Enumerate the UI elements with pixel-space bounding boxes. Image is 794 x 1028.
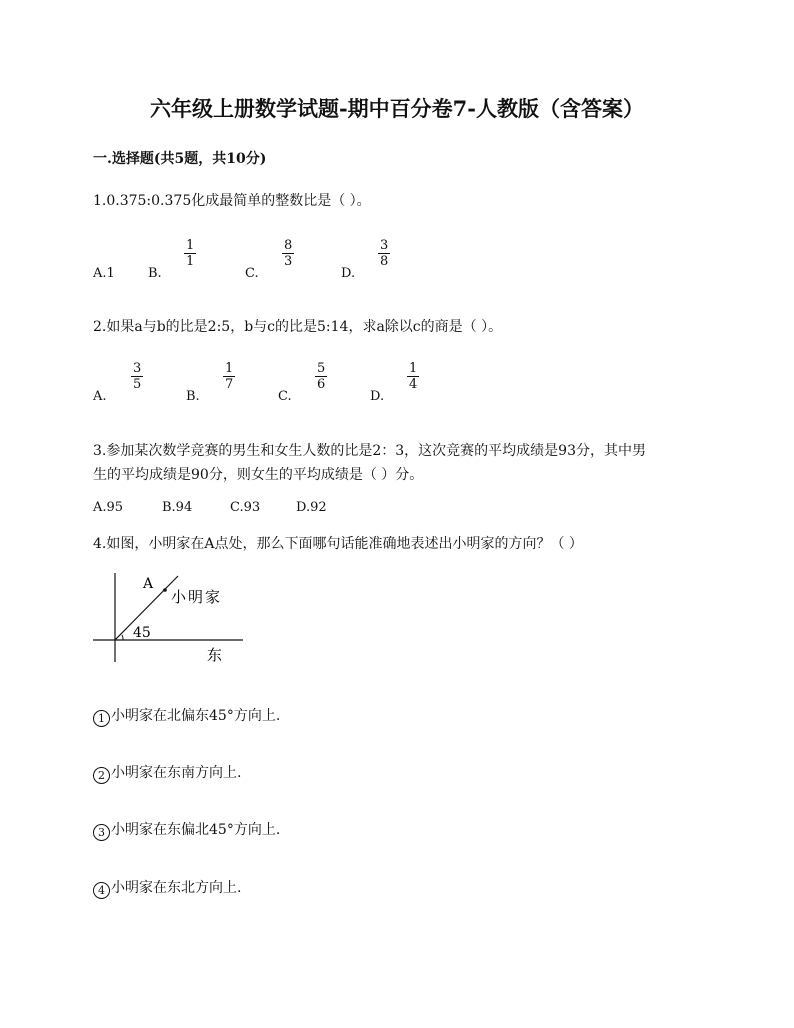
fraction-denominator: 1 xyxy=(186,254,195,269)
circled-number-icon: 4 xyxy=(93,882,110,899)
circled-number-icon: 1 xyxy=(93,710,110,727)
east-label: 东 xyxy=(207,646,223,664)
q1-option-a[interactable]: A.1 xyxy=(93,266,115,281)
q2-option-c-fraction xyxy=(315,361,327,392)
choice-text: 小明家在北偏东45°方向上. xyxy=(111,708,281,724)
fraction-numerator: 1 xyxy=(225,361,234,376)
q2-option-a-label[interactable]: A. xyxy=(93,389,107,404)
q1-option-d-label[interactable]: D. xyxy=(341,266,356,281)
q3-option-a[interactable]: A.95 xyxy=(93,500,124,515)
fraction-numerator: 3 xyxy=(380,238,389,253)
q4-choice-2[interactable] xyxy=(93,762,241,784)
angle-arc xyxy=(122,635,123,640)
question-3-stem-line2: 生的平均成绩是90分，则女生的平均成绩是（ ）分。 xyxy=(93,467,424,483)
point-a-label: A xyxy=(143,576,154,592)
q2-option-b-fraction xyxy=(223,361,235,392)
page-title: 六年级上册数学试题-期中百分卷7-人教版（含答案） xyxy=(149,96,645,121)
fraction-denominator: 7 xyxy=(225,377,234,392)
question-4-stem: 4.如图，小明家在A点处，那么下面哪句话能准确地表述出小明家的方向？（ ） xyxy=(93,536,583,552)
q4-choice-3[interactable] xyxy=(93,819,280,841)
q1-option-c-label[interactable]: C. xyxy=(245,266,259,281)
q3-option-d[interactable]: D.92 xyxy=(296,500,327,515)
choice-text: 小明家在东偏北45°方向上. xyxy=(111,822,281,838)
section-heading: 一.选择题(共5题，共10分) xyxy=(93,151,267,167)
question-1-stem: 1.0.375:0.375化成最简单的整数比是（ ）。 xyxy=(93,193,371,209)
fraction-numerator: 5 xyxy=(317,361,326,376)
point-a-dot xyxy=(163,588,167,592)
angle-label: 45 xyxy=(133,625,151,641)
question-3-stem-line1: 3.参加某次数学竞赛的男生和女生人数的比是2：3，这次竞赛的平均成绩是93分，其中男 xyxy=(93,443,646,459)
q1-option-d-fraction xyxy=(378,238,390,269)
q1-option-b-label[interactable]: B. xyxy=(148,266,162,281)
q2-option-b-label[interactable]: B. xyxy=(186,389,200,404)
choice-text: 小明家在东南方向上. xyxy=(111,765,242,781)
q1-option-c-fraction xyxy=(282,238,294,269)
fraction-denominator: 5 xyxy=(133,377,142,392)
q2-option-c-label[interactable]: C. xyxy=(278,389,292,404)
q3-option-c[interactable]: C.93 xyxy=(230,500,261,515)
fraction-denominator: 3 xyxy=(284,254,293,269)
q3-option-b[interactable]: B.94 xyxy=(162,500,193,515)
fraction-denominator: 6 xyxy=(317,377,326,392)
home-label: 小明家 xyxy=(171,588,223,606)
fraction-denominator: 4 xyxy=(409,377,418,392)
q1-option-b-fraction xyxy=(184,238,196,269)
fraction-numerator: 1 xyxy=(186,238,195,253)
fraction-denominator: 8 xyxy=(380,254,389,269)
direction-diagram xyxy=(88,565,250,671)
q4-choice-4[interactable] xyxy=(93,877,241,899)
circled-number-icon: 2 xyxy=(93,767,110,784)
fraction-numerator: 8 xyxy=(284,238,293,253)
q2-option-d-label[interactable]: D. xyxy=(370,389,385,404)
fraction-numerator: 1 xyxy=(409,361,418,376)
q2-option-d-fraction xyxy=(407,361,419,392)
q2-option-a-fraction xyxy=(131,361,143,392)
q4-choice-1[interactable] xyxy=(93,705,280,727)
fraction-numerator: 3 xyxy=(133,361,142,376)
question-2-stem: 2.如果a与b的比是2:5，b与c的比是5:14，求a除以c的商是（ ）。 xyxy=(93,319,503,335)
choice-text: 小明家在东北方向上. xyxy=(111,880,242,896)
circled-number-icon: 3 xyxy=(93,824,110,841)
